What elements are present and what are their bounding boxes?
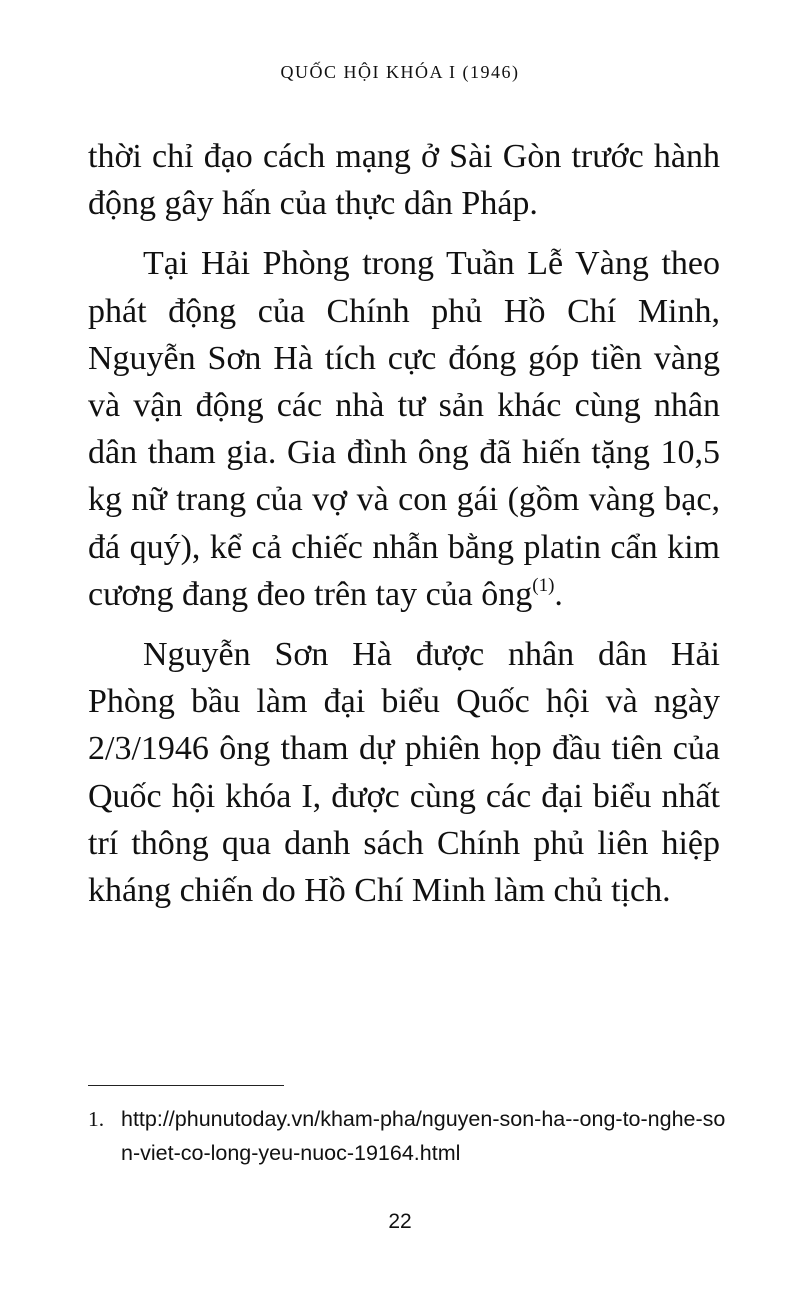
running-header: QUỐC HỘI KHÓA I (1946) [280,62,520,82]
paragraph-golden-week-text: Tại Hải Phòng trong Tuần Lễ Vàng theo phát động của Chính phủ Hồ Chí Minh, Nguyễn Sơn Hà tích cực đóng góp tiền vàng và vận động các nhà tư sản khác cùng nhân dân tham gia. Gia đình ông đã hiến tặng 10,5 kg nữ trang của vợ và con gái (gồm vàng bạc, đá quý), kể cả chiếc nhẫn bằng platin cẩn kim cương đang đeo trên tay của ông [88,245,720,613]
paragraph-end-punctuation: . [554,575,563,613]
page-number: 22 [388,1210,412,1233]
footnote [88,1102,728,1170]
paragraph-national-assembly: Nguyễn Sơn Hà được nhân dân Hải Phòng bầu làm đại biểu Quốc hội và ngày 2/3/1946 ông tham dự phiên họp đầu tiên của Quốc hội khóa I, được cùng các đại biểu nhất trí thông qua danh sách Chính phủ liên hiệp kháng chiến do Hồ Chí Minh làm chủ tịch. [88,636,720,910]
footnote-number: 1. [88,1107,105,1131]
body-text [88,133,720,914]
footnote-divider [88,1085,284,1086]
footnote-url[interactable]: http://phunutoday.vn/kham-pha/nguyen-son-ha--ong-to-nghe-son-viet-co-long-yeu-nuoc-19164.html [121,1107,726,1165]
paragraph-golden-week [88,240,720,618]
footnote-reference[interactable]: (1) [532,574,555,596]
paragraph-continuation: thời chỉ đạo cách mạng ở Sài Gòn trước hành động gây hấn của thực dân Pháp. [88,138,720,223]
